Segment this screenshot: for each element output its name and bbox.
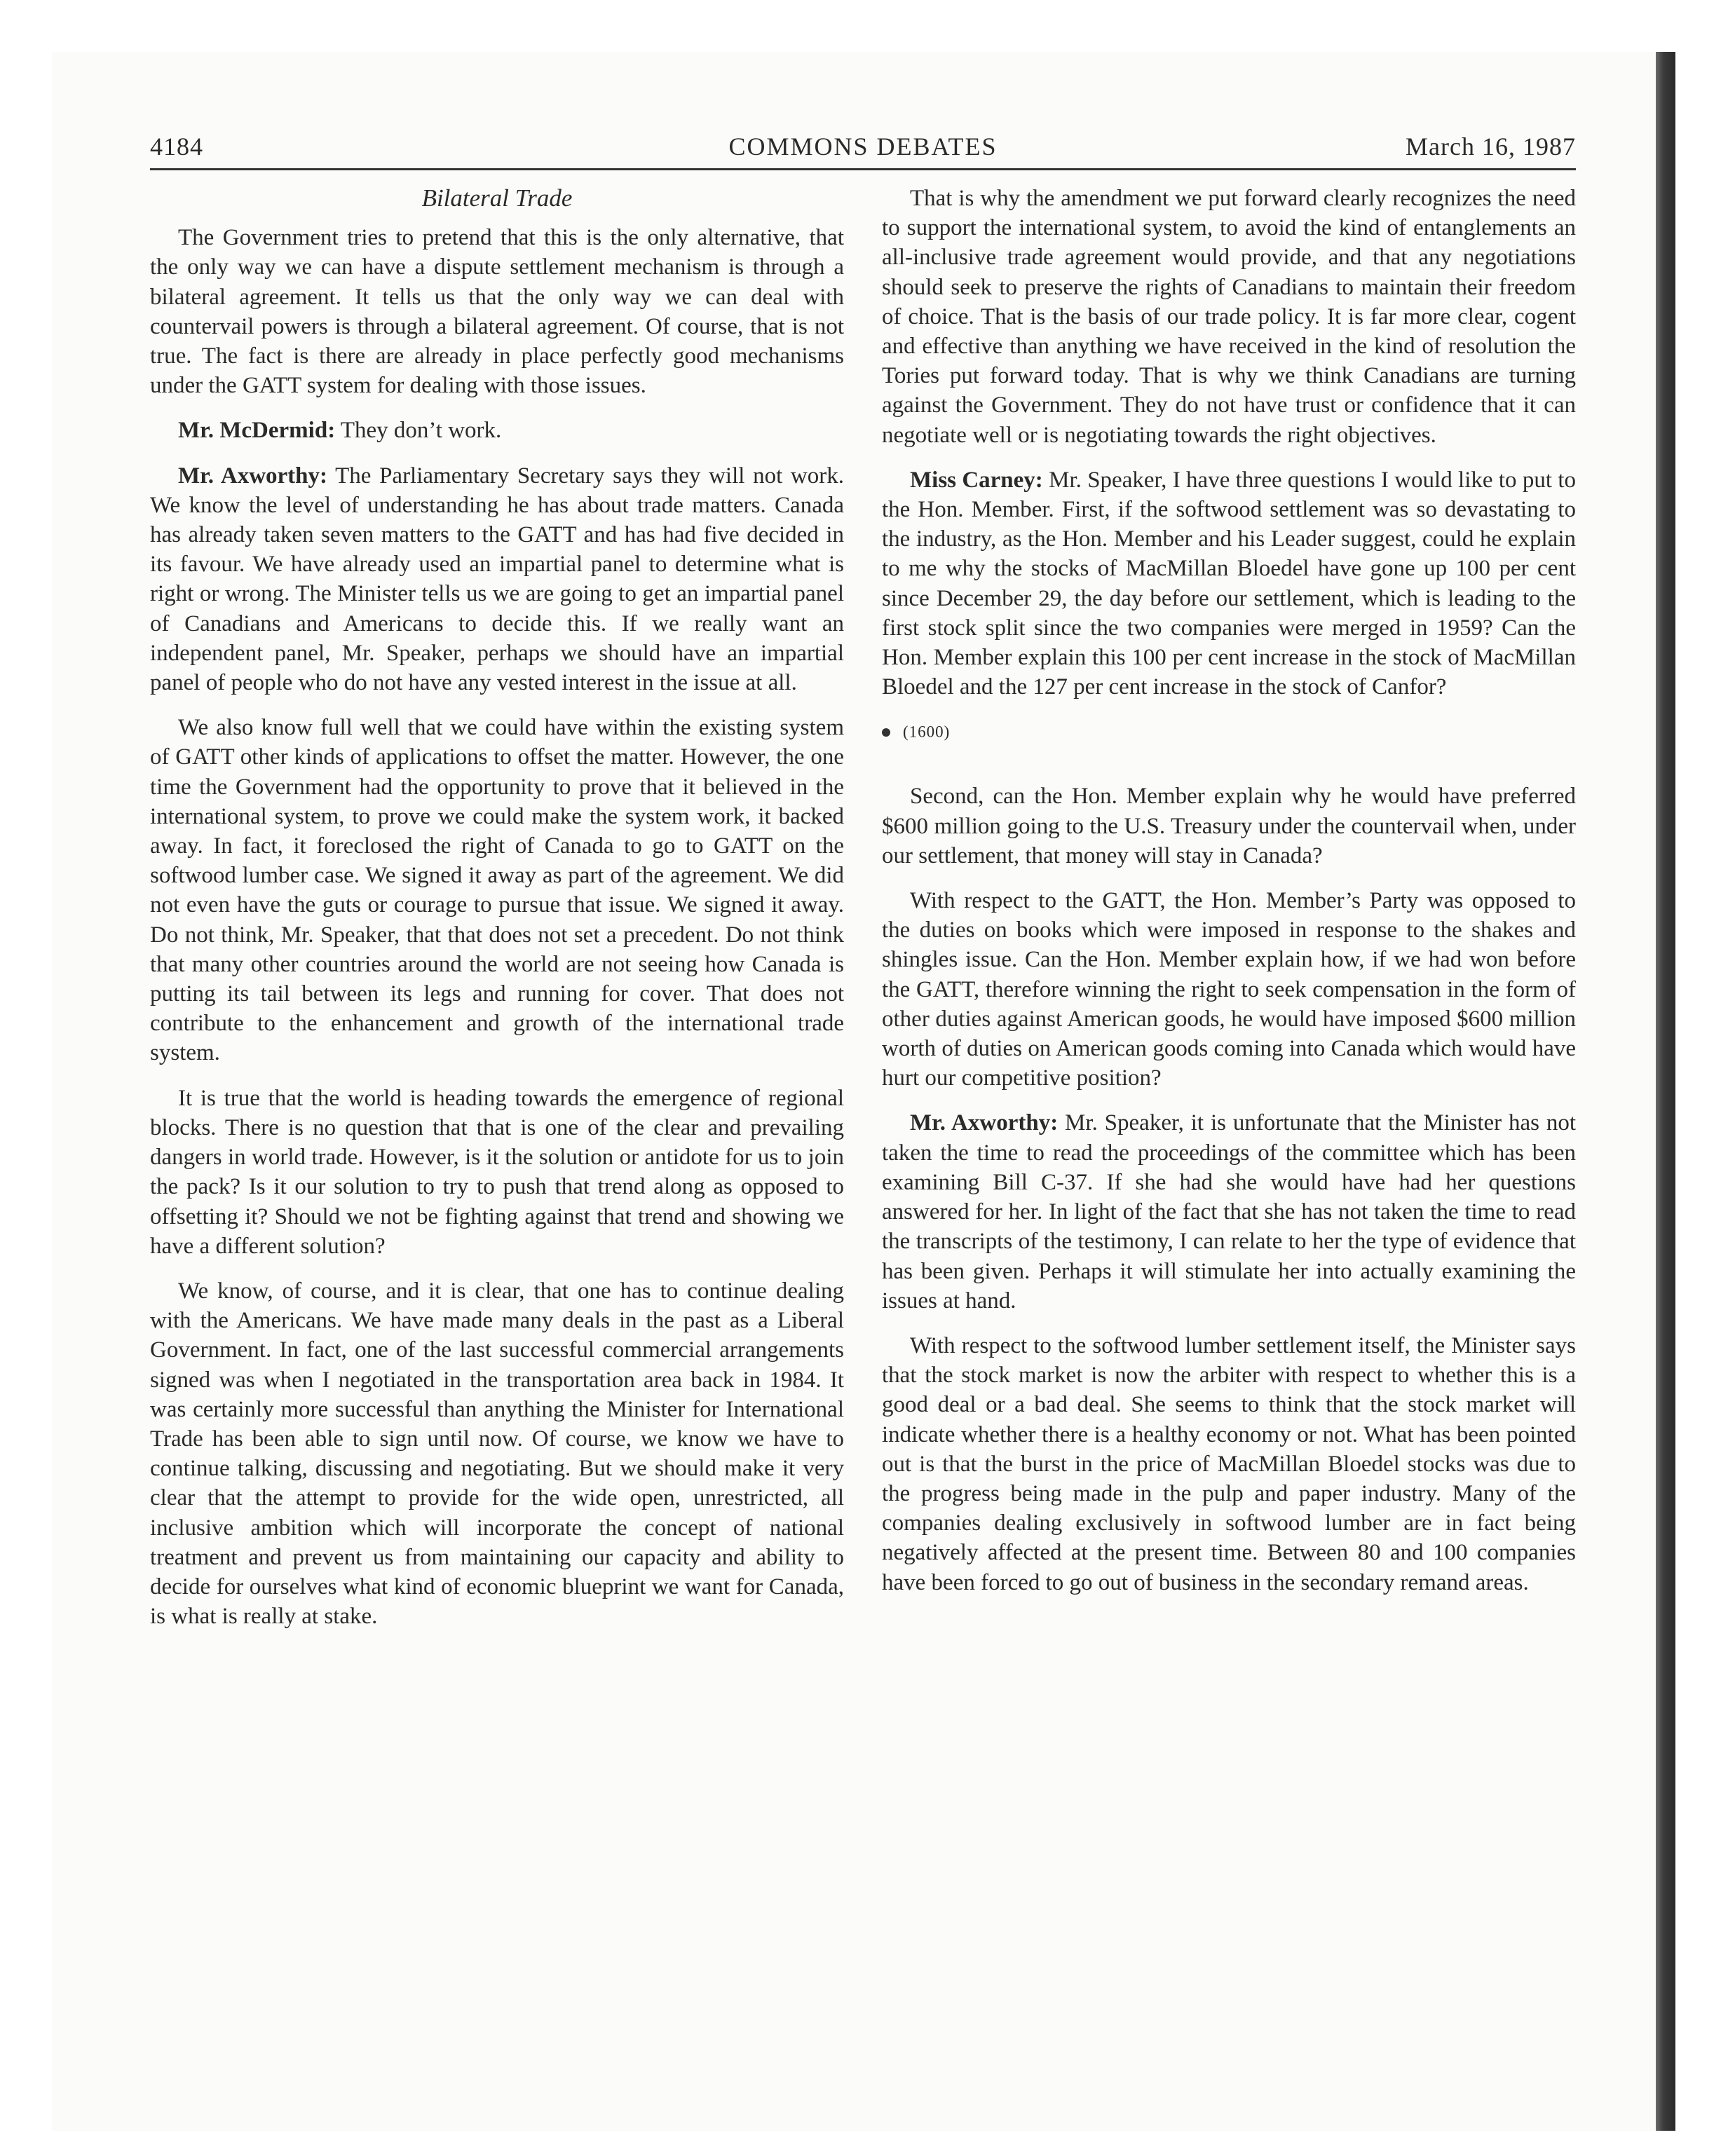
paragraph-text: It is true that the world is heading towards the emergence of regional blocks. There is no question that that is one of the clear and prevailing dangers in world trade. However, is it the solution or antidote for us to join the pack? Is it our solution to try to push that trend along as opposed to offsetting it? Should we not be fighting against that trend and showing we have a different solution? [150, 1085, 844, 1259]
paragraph [150, 416, 844, 445]
paragraph [882, 184, 1576, 450]
journal-title: COMMONS DEBATES [728, 132, 998, 161]
paragraph-text: Second, can the Hon. Member explain why he would have preferred $600 million going to the U.S. Treasury under the countervail when, under our settlement, that money will stay in Canada? [882, 784, 1576, 868]
speaker-name: Mr. Axworthy: [178, 463, 328, 489]
paragraph [150, 1276, 844, 1631]
speaker-name: Miss Carney: [910, 467, 1043, 493]
page-number: 4184 [150, 132, 203, 161]
paragraph-text: Mr. Speaker, I have three questions I would like to put to the Hon. Member. First, if the softwood settlement was so devastating to the industry, as the Hon. Member and his Leader suggest, could he explain to me why the stocks of MacMillan Bloedel have gone up 100 per cent since December 29, the day before our settlement, which is leading to the first stock split since the two companies were merged in 1959? Can the Hon. Member explain this 100 per cent increase in the stock of MacMillan Bloedel and the 127 per cent increase in the stock of Canfor? [882, 467, 1577, 700]
paragraph-text: That is why the amendment we put forward clearly recognizes the need to support the international system, to avoid the kind of entanglements an all-inclusive trade agreement would provide, and that any negotiations should seek to preserve the rights of Canadians to maintain their freedom of choice. That is the basis of our trade policy. It is far more clear, cogent and effective than anything we have received in the kind of resolution the Tories put forward today. That is why we think Canadians are turning against the Government. They do not have trust or confidence that it can negotiate well or is negotiating towards the right objectives. [882, 186, 1576, 448]
paragraph-text: Mr. Speaker, it is unfortunate that the Minister has not taken the time to read the proceedings of the committee which has been examining Bill C-37. If she had she would have had her questions answered for her. In light of the fact that she has not taken the time to read the transcripts of the testimony, I can relate to her the type of evidence that has been given. Perhaps it will stimulate her into actually examining the issues at hand. [882, 1110, 1576, 1314]
paragraph [882, 1108, 1576, 1315]
bullet-icon [882, 728, 890, 737]
paragraph [882, 886, 1576, 1093]
section-heading: Bilateral Trade [421, 184, 573, 212]
paragraph-text: They don’t work. [335, 418, 502, 444]
time-marker [882, 717, 1576, 745]
issue-date: March 16, 1987 [1406, 132, 1576, 161]
right-column [882, 184, 1576, 1613]
paragraph-text: With respect to the softwood lumber settlement itself, the Minister says that the stock market is now the arbiter with respect to whether this is a good deal or a bad deal. She seems to think that the stock market will indicate whether there is a healthy economy or not. What has been pointed out is that the burst in the price of MacMillan Bloedel stocks was due to the progress being made in the pulp and paper industry. Many of the companies dealing exclusively in softwood lumber are in fact being negatively affected at the present time. Between 80 and 100 companies have been forced to go out of business in the secondary remand areas. [882, 1332, 1576, 1595]
paragraph-text: We also know full well that we could have within the existing system of GATT other kinds of applications to offset the matter. However, the one time the Government had the opportunity to prove that it believed in the international system, to prove we could make the system work, it backed away. In fact, it foreclosed the right of Canada to go to GATT on the softwood lumber case. We signed it away as part of the agreement. We did not even have the guts or courage to pursue that issue. We signed it away. Do not think, Mr. Speaker, that that does not set a precedent. Do not think that many other countries around the world are not seeing how Canada is putting its tail between its legs and running for cover. That does not contribute to the enhancement and growth of the international trade system. [150, 715, 844, 1066]
paragraph [150, 223, 844, 400]
paragraph-text: The Parliamentary Secretary says they will not work. We know the level of understanding he has about trade matters. Canada has already taken seven matters to the GATT and has had five decided in its favour. We have already used an impartial panel to determine what is right or wrong. The Minister tells us we are going to get an impartial panel of Canadians and Americans to decide this. If we really want an independent panel, Mr. Speaker, perhaps we should have an impartial panel of people who do not have any vested interest in the issue at all. [150, 463, 844, 696]
time-marker-label: (1600) [903, 723, 951, 742]
scan-edge-shadow [1656, 52, 1675, 2131]
paragraph [150, 713, 844, 1067]
paragraph [150, 1084, 844, 1261]
paragraph-text: We know, of course, and it is clear, that one has to continue dealing with the Americans. We have made many deals in the past as a Liberal Government. In fact, one of the last successful commercial arrangements signed was when I negotiated in the transportation area back in 1984. It was certainly more successful than anything the Minister for International Trade has been able to sign until now. Of course, we know we have to continue talking, discussing and negotiating. But we should make it very clear that the attempt to provide for the wide open, unrestricted, all inclusive ambition which will incorporate the concept of national treatment and prevent us from maintaining our capacity and ability to decide for ourselves what kind of economic blueprint we want for Canada, is what is really at stake. [150, 1278, 844, 1630]
paragraph [882, 465, 1576, 702]
speaker-name: Mr. McDermid: [178, 418, 336, 444]
page-header [150, 132, 1576, 170]
paragraph [150, 461, 844, 698]
speaker-name: Mr. Axworthy: [910, 1110, 1059, 1136]
paragraph-text: With respect to the GATT, the Hon. Member’s Party was opposed to the duties on books which were imposed in response to the shakes and shingles issue. Can the Hon. Member explain how, if we had won before the GATT, therefore winning the right to seek compensation in the form of other duties against American goods, he would have imposed $600 million worth of duties on American goods coming into Canada which would have hurt our competitive position? [882, 888, 1576, 1091]
paragraph [882, 782, 1576, 871]
paragraph-text: The Government tries to pretend that this is the only alternative, that the only way we can have a dispute settlement mechanism is through a bilateral agreement. It tells us that the only way we can deal with countervail powers is through a bilateral agreement. Of course, that is not true. The fact is there are already in place perfectly good mechanisms under the GATT system for dealing with those issues. [150, 225, 844, 399]
left-column [150, 184, 844, 1646]
paragraph [882, 1331, 1576, 1597]
